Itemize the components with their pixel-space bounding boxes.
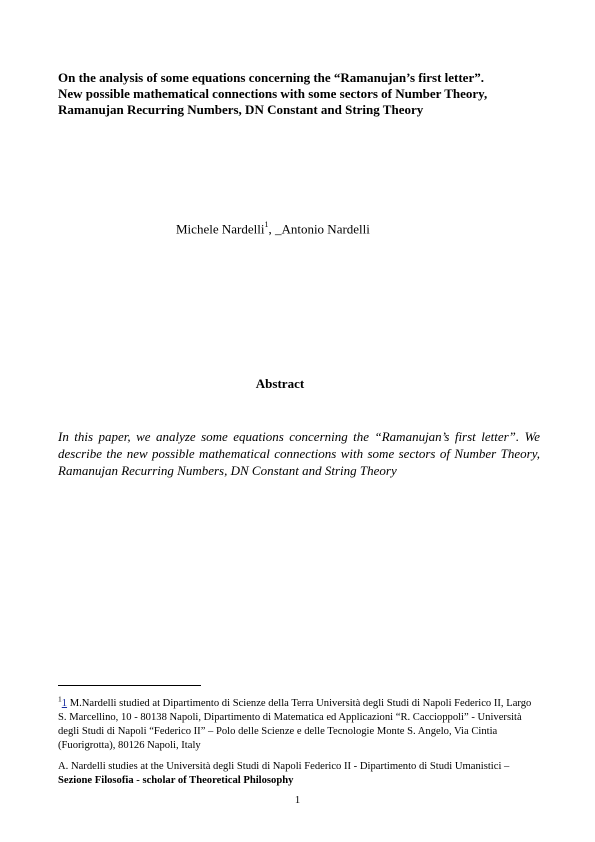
footnote-reference-1[interactable]: 1	[264, 220, 269, 229]
footnote-2	[58, 760, 540, 788]
author-separator: ,	[268, 221, 275, 237]
title-line-3: Ramanujan Recurring Numbers, DN Constant and String Theory	[58, 102, 424, 117]
footnote-2-text: A. Nardelli studies at the Università degli Studi di Napoli Federico II - Dipartimento di Studi Umanistici –	[58, 761, 510, 772]
footnote-1-text: M.Nardelli studied at Dipartimento di Scienze della Terra Università degli Studi di Napoli Federico II, Largo S. Marcellino, 10 - 80138 Napoli, Dipartimento di Matematica ed Applicazioni “R. Caccioppoli” - Università degli Studi di Napoli “Federico II” – Polo delle Scienze e delle Tecnologie Monte S. Angelo, Via Cintia (Fuorigrotta), 80126 Napoli, Italy	[58, 698, 532, 751]
footnote-1-mark: 1	[58, 694, 62, 704]
footnote-separator	[58, 685, 201, 686]
footnote-2-bold-text: Sezione Filosofia - scholar of Theoretical Philosophy	[58, 775, 294, 786]
title-line-2: New possible mathematical connections with some sectors of Number Theory,	[58, 86, 488, 101]
author-2-name: Antonio Nardelli	[281, 221, 370, 237]
paper-title	[58, 70, 540, 118]
author-1-name: Michele Nardelli	[176, 221, 265, 237]
abstract-text: In this paper, we analyze some equations concerning the “Ramanujan’s first letter”. We describe the new possible mathematical connections with some sectors of Number Theory, Ramanujan Recurring Numbers, DN Constant and String Theory	[58, 429, 540, 478]
footnote-1-backlink[interactable]: 1	[61, 698, 68, 709]
page-number: 1	[294, 795, 301, 806]
title-line-1: On the analysis of some equations concerning the “Ramanujan’s first letter”.	[58, 70, 484, 85]
author-list	[176, 221, 370, 237]
abstract-heading: Abstract	[255, 376, 305, 391]
footnote-1	[58, 694, 540, 753]
author-underscore: _	[274, 221, 282, 237]
footnotes	[58, 694, 540, 788]
